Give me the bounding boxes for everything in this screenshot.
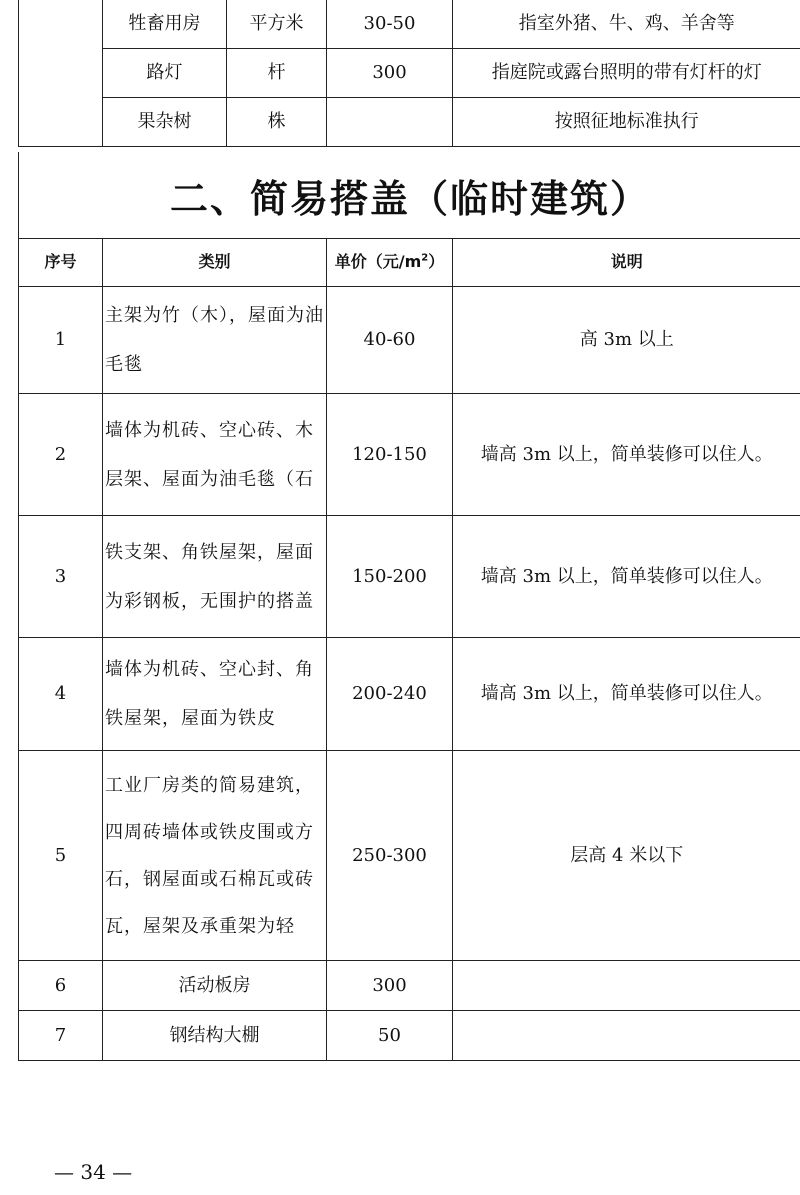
row-no: 3 [19, 516, 103, 638]
item-note: 按照征地标准执行 [453, 98, 800, 147]
row-note: 墙高 3m 以上，简单装修可以住人。 [453, 638, 800, 751]
row-category: 墙体为机砖、空心封、角铁屋架，屋面为铁皮 [103, 638, 327, 751]
header-price-sup: 2 [421, 253, 429, 265]
row-category: 主架为竹（木），屋面为油毛毯 [103, 287, 327, 394]
row-price: 120-150 [327, 394, 453, 516]
row-price: 150-200 [327, 516, 453, 638]
table-row [19, 287, 800, 394]
section-title: 二、简易搭盖（临时建筑） [18, 152, 800, 239]
table-row [19, 516, 800, 638]
table-row [19, 49, 800, 98]
item-unit: 平方米 [227, 0, 327, 49]
row-category: 钢结构大棚 [103, 1011, 327, 1061]
row-no: 2 [19, 394, 103, 516]
row-note [453, 1011, 800, 1061]
row-no: 7 [19, 1011, 103, 1061]
header-price-suffix: ） [428, 252, 445, 272]
row-note [453, 961, 800, 1011]
row-category: 墙体为机砖、空心砖、木层架、屋面为油毛毯（石 [103, 394, 327, 516]
table-row [19, 1011, 800, 1061]
table-header-row [19, 238, 800, 287]
row-no: 1 [19, 287, 103, 394]
item-note: 指庭院或露台照明的带有灯杆的灯 [453, 49, 800, 98]
item-unit: 株 [227, 98, 327, 147]
table-row [19, 751, 800, 961]
row-note: 墙高 3m 以上，简单装修可以住人。 [453, 516, 800, 638]
row-category: 铁支架、角铁屋架，屋面为彩钢板，无围护的搭盖 [103, 516, 327, 638]
row-no: 5 [19, 751, 103, 961]
table-row [19, 98, 800, 147]
row-no: 4 [19, 638, 103, 751]
simple-building-table [18, 238, 800, 1061]
header-no: 序号 [19, 238, 103, 287]
item-name: 路灯 [103, 49, 227, 98]
row-category: 工业厂房类的简易建筑，四周砖墙体或铁皮围或方石，钢屋面或石棉瓦或砖瓦，屋架及承重架为轻 [103, 751, 327, 961]
row-price: 250-300 [327, 751, 453, 961]
item-note: 指室外猪、牛、鸡、羊舍等 [453, 0, 800, 49]
row-price: 300 [327, 961, 453, 1011]
continuation-table [18, 0, 800, 147]
row-price: 200-240 [327, 638, 453, 751]
page-number: — 34 — [54, 1160, 133, 1184]
item-value [327, 98, 453, 147]
item-unit: 杆 [227, 49, 327, 98]
table-row [19, 394, 800, 516]
item-value: 30-50 [327, 0, 453, 49]
row-note: 墙高 3m 以上，简单装修可以住人。 [453, 394, 800, 516]
empty-cell [19, 0, 103, 147]
header-note: 说明 [453, 238, 800, 287]
row-note: 高 3m 以上 [453, 287, 800, 394]
row-category: 活动板房 [103, 961, 327, 1011]
table-row [19, 961, 800, 1011]
row-price: 40-60 [327, 287, 453, 394]
row-no: 6 [19, 961, 103, 1011]
row-note: 层高 4 米以下 [453, 751, 800, 961]
header-category: 类别 [103, 238, 327, 287]
item-value: 300 [327, 49, 453, 98]
header-price [327, 238, 453, 287]
row-price: 50 [327, 1011, 453, 1061]
item-name: 果杂树 [103, 98, 227, 147]
table-row [19, 0, 800, 49]
header-price-prefix: 单价（元/m [334, 252, 422, 272]
table-row [19, 638, 800, 751]
item-name: 牲畜用房 [103, 0, 227, 49]
